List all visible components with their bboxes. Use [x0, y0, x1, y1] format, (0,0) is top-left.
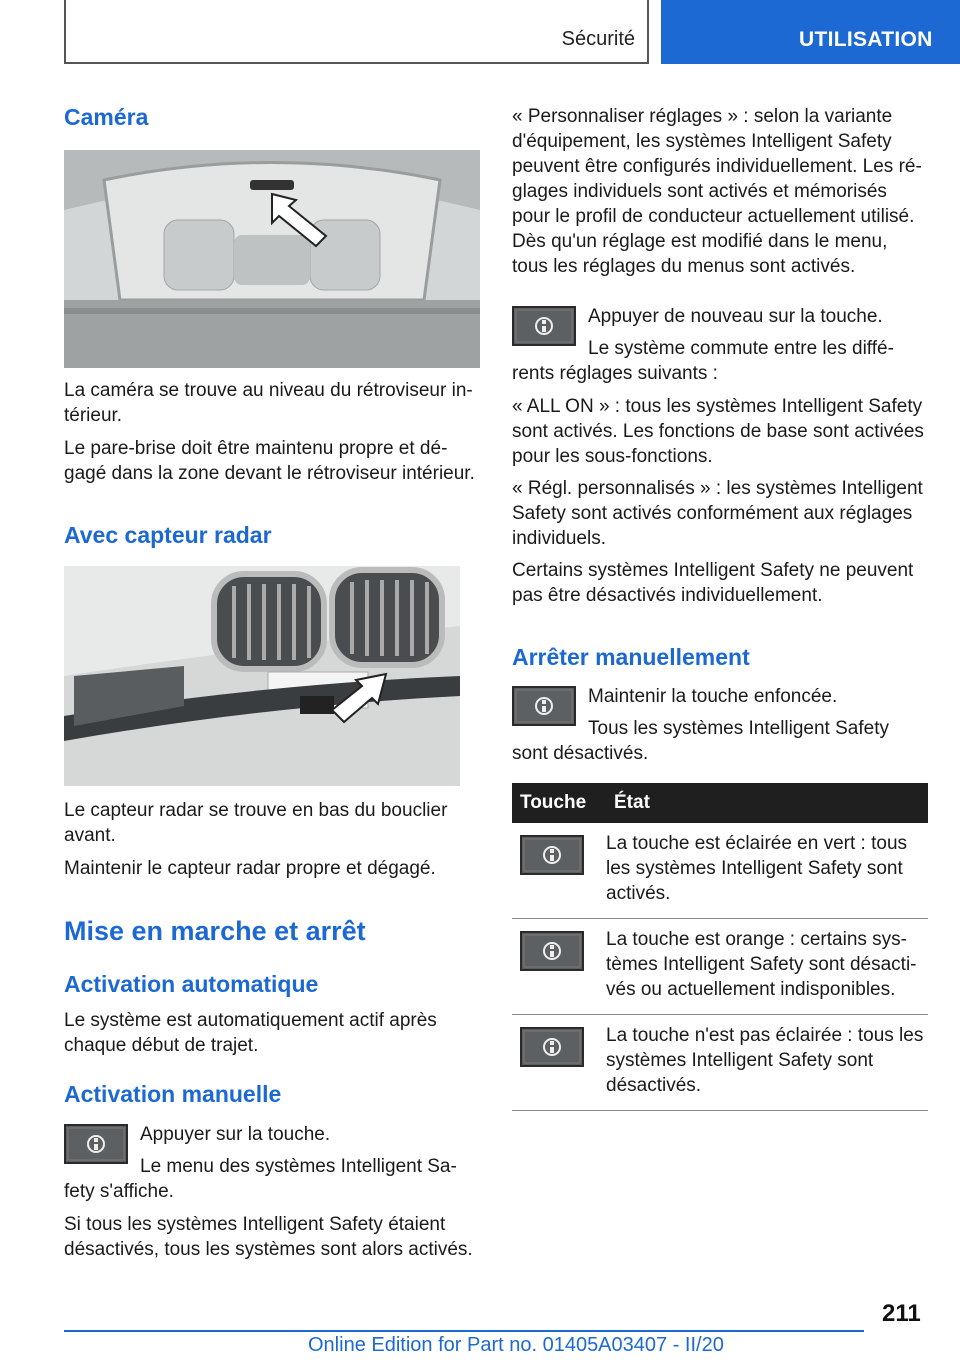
custom-settings-paragraph: « Régl. personnalisés » : les systèmes Intelligent Safety sont activés conformément aux réglages individuels. — [512, 478, 923, 549]
radar-sensor-illustration — [64, 566, 460, 786]
button-state-table — [512, 783, 928, 1111]
camera-paragraph-1: La caméra se trouve au niveau du rétroviseur intérieur. — [64, 380, 473, 426]
manual-off-heading: Arrêter manuellement — [512, 644, 750, 670]
personal-settings-paragraph: « Personnaliser réglages » : selon la variante d'équipement, les systèmes Intelligent Safety peuvent être configurés individuellement. Les réglages individuels sont activés et mémorisés pour le profil de conducteur actuellement utilisé. Dès qu'un réglage est modifié dans le menu, tous les réglages du menus sont activés. — [512, 106, 922, 277]
radar-heading: Avec capteur radar — [64, 522, 272, 548]
table-row — [512, 919, 928, 1015]
safety-button-icon — [520, 1027, 584, 1067]
manual-line-2: Le menu des systèmes Intelligent Safety s'affiche. — [64, 1156, 457, 1202]
header-chapter-label: UTILISATION — [799, 28, 933, 51]
header-section-box — [64, 0, 649, 64]
manual-line-1: Appuyer sur la touche. — [140, 1124, 331, 1145]
radar-paragraph-2: Maintenir le capteur radar propre et dégagé. — [64, 858, 436, 879]
table-row-text: La touche est orange : certains systèmes Intelligent Safety sont désactivés ou actuellement indisponibles. — [606, 919, 928, 1015]
manual-off-line-1: Maintenir la touche enfoncée. — [588, 686, 838, 707]
safety-button-icon — [520, 835, 584, 875]
all-on-paragraph: « ALL ON » : tous les systèmes Intelligent Safety sont activés. Les fonctions de base sont activées pour les sous-fonctions. — [512, 396, 924, 467]
manual-activation-heading: Activation manuelle — [64, 1081, 282, 1107]
press-again-line-2: Le système commute entre les différents réglages suivants : — [512, 338, 894, 384]
camera-heading: Caméra — [64, 104, 149, 130]
radar-paragraph-1: Le capteur radar se trouve en bas du bouclier avant. — [64, 800, 448, 846]
header-section-title: Sécurité — [561, 28, 635, 50]
press-again-line-1: Appuyer de nouveau sur la touche. — [588, 306, 883, 327]
manual-paragraph: Si tous les systèmes Intelligent Safety étaient désactivés, tous les systèmes sont alors activés. — [64, 1214, 473, 1260]
table-header-state: État — [606, 783, 928, 823]
auto-activation-paragraph: Le système est automatiquement actif après chaque début de trajet. — [64, 1010, 437, 1056]
onoff-heading: Mise en marche et arrêt — [64, 916, 366, 946]
footer-edition: Online Edition for Part no. 01405A03407 - II/20 — [308, 1334, 724, 1356]
header-chapter-tab — [661, 0, 960, 64]
table-header-key: Touche — [512, 783, 606, 823]
camera-location-illustration — [64, 150, 480, 368]
auto-activation-heading: Activation automatique — [64, 971, 319, 997]
table-row-text: La touche est éclairée en vert : tous les systèmes Intelligent Safety sont activés. — [606, 823, 928, 919]
manual-off-line-2: Tous les systèmes Intelligent Safety sont désactivés. — [512, 718, 889, 764]
table-row-text: La touche n'est pas éclairée : tous les systèmes Intelligent Safety sont désactivés. — [606, 1015, 928, 1111]
table-row — [512, 823, 928, 919]
table-row — [512, 1015, 928, 1111]
safety-button-icon — [520, 931, 584, 971]
page-number: 211 — [882, 1300, 921, 1327]
table-header-row — [512, 783, 928, 823]
camera-paragraph-2: Le pare-brise doit être maintenu propre et dégagé dans la zone devant le rétroviseur intérieur. — [64, 438, 475, 484]
footer-divider — [64, 1330, 864, 1332]
cannot-deactivate-paragraph: Certains systèmes Intelligent Safety ne peuvent pas être désactivés individuellement. — [512, 560, 914, 606]
